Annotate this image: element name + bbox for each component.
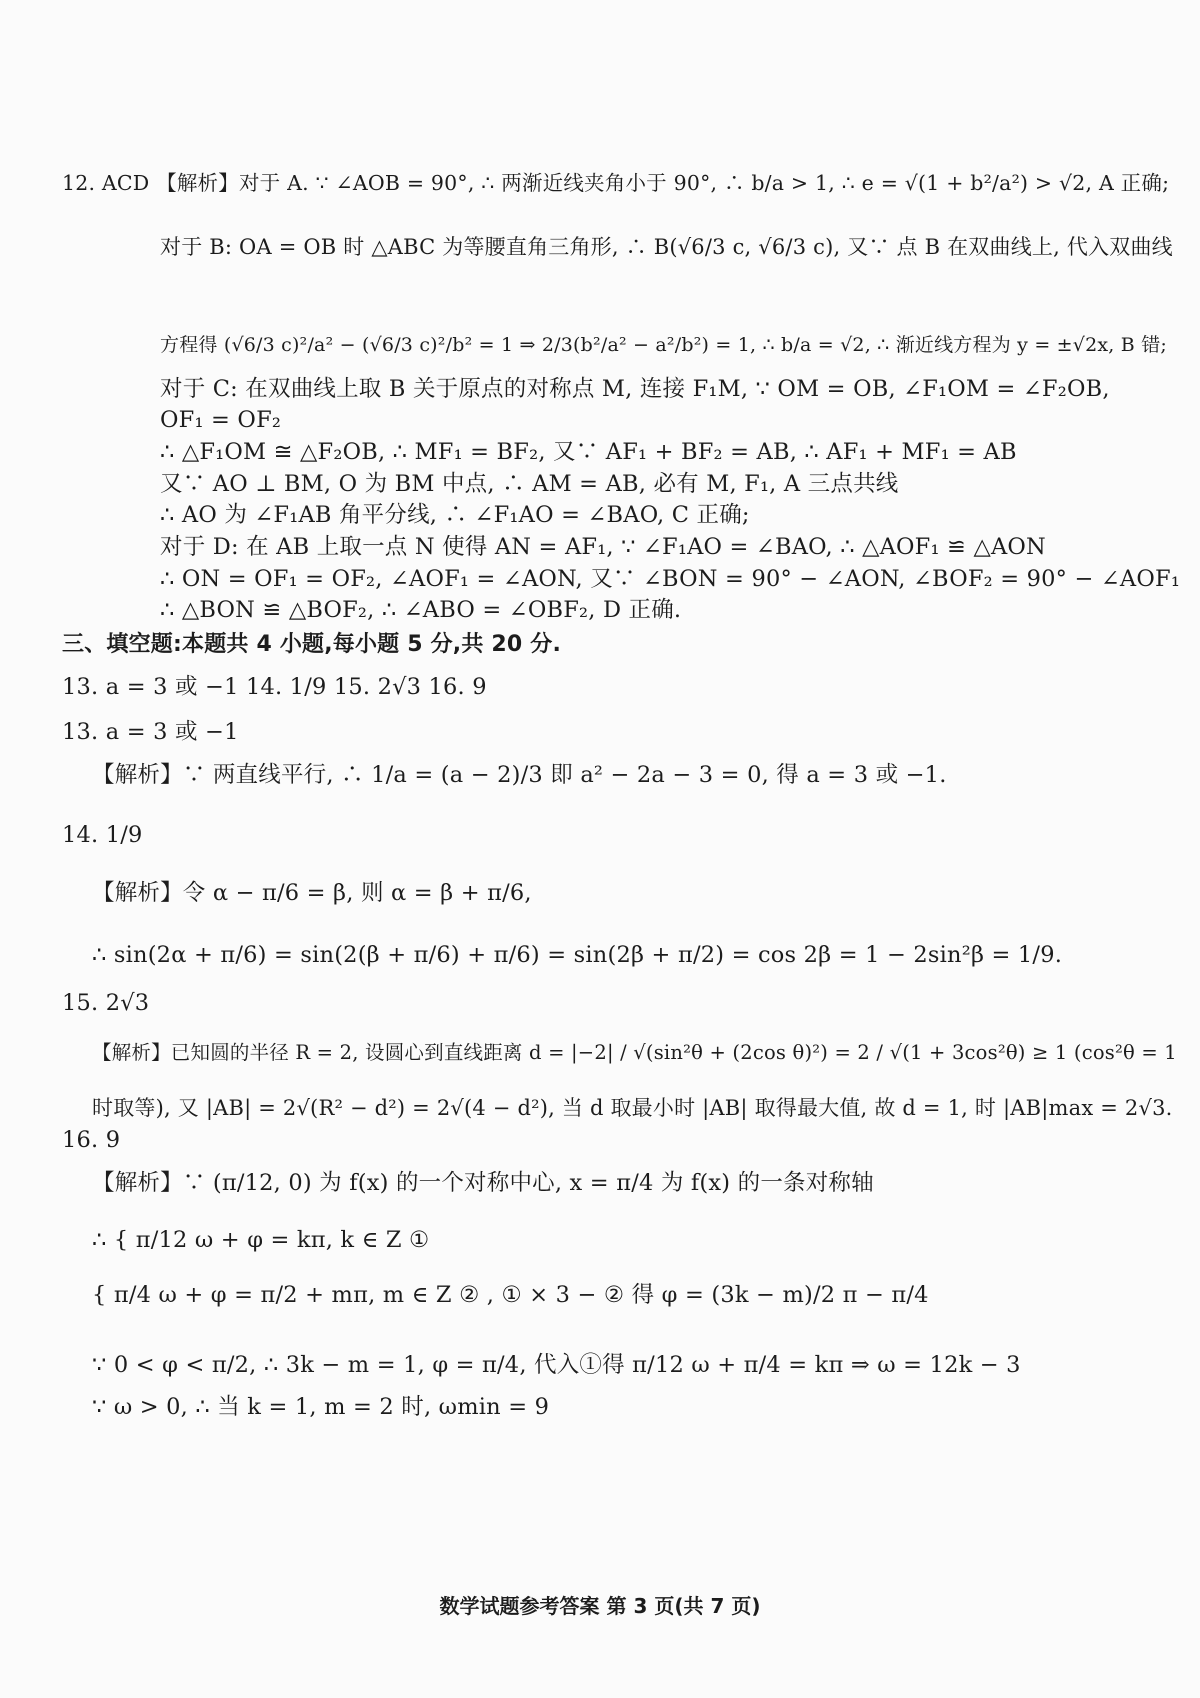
q12-line-6: ∴ △F₁OM ≅ △F₂OB, ∴ MF₁ = BF₂, 又∵ AF₁ + BF₂ = AB, ∴ AF₁ + MF₁ = AB bbox=[160, 439, 1017, 465]
q15-analysis-1: 【解析】已知圆的半径 R = 2, 设圆心到直线距离 d = |−2| / √(sin²θ + (2cos θ)²) = 2 / √(1 + 3cos²θ) ≥ 1 (cos²θ = 1 bbox=[92, 1041, 1177, 1064]
q16-header: 16. 9 bbox=[62, 1127, 121, 1153]
q14-analysis-1: 【解析】令 α − π/6 = β, 则 α = β + π/6, bbox=[92, 880, 532, 906]
page-footer: 数学试题参考答案 第 3 页(共 7 页) bbox=[439, 1594, 761, 1618]
answers-summary: 13. a = 3 或 −1 14. 1/9 15. 2√3 16. 9 bbox=[62, 674, 487, 700]
q14-header: 14. 1/9 bbox=[62, 822, 143, 848]
q16-analysis-1: 【解析】∵ (π/12, 0) 为 f(x) 的一个对称中心, x = π/4 为 f(x) 的一条对称轴 bbox=[92, 1170, 874, 1196]
q16-analysis-3: ∵ ω > 0, ∴ 当 k = 1, m = 2 时, ωmin = 9 bbox=[92, 1394, 550, 1420]
q12-line-3: 方程得 (√6/3 c)²/a² − (√6/3 c)²/b² = 1 ⇒ 2/3(b²/a² − a²/b²) = 1, ∴ b/a = √2, ∴ 渐近线方程为 y = ±√2x, B 错; bbox=[160, 334, 1167, 356]
q12-line-11: ∴ △BON ≌ △BOF₂, ∴ ∠ABO = ∠OBF₂, D 正确. bbox=[160, 597, 682, 623]
section-title: 三、填空题:本题共 4 小题,每小题 5 分,共 20 分. bbox=[62, 632, 562, 657]
q12-line-9: 对于 D: 在 AB 上取一点 N 使得 AN = AF₁, ∵ ∠F₁AO = ∠BAO, ∴ △AOF₁ ≌ △AON bbox=[160, 534, 1046, 560]
q12-line-2: 对于 B: OA = OB 时 △ABC 为等腰直角三角形, ∴ B(√6/3 c, √6/3 c), 又∵ 点 B 在双曲线上, 代入双曲线 bbox=[160, 235, 1173, 259]
q15-header: 15. 2√3 bbox=[62, 990, 150, 1016]
q12-line-10: ∴ ON = OF₁ = OF₂, ∠AOF₁ = ∠AON, 又∵ ∠BON = 90° − ∠AON, ∠BOF₂ = 90° − ∠AOF₁ bbox=[160, 566, 1181, 592]
q15-analysis-2: 时取等), 又 |AB| = 2√(R² − d²) = 2√(4 − d²), 当 d 取最小时 |AB| 取得最大值, 故 d = 1, 时 |AB|max = 2√3. bbox=[92, 1096, 1173, 1120]
q13-analysis: 【解析】∵ 两直线平行, ∴ 1/a = (a − 2)/3 即 a² − 2a − 3 = 0, 得 a = 3 或 −1. bbox=[92, 762, 947, 788]
q16-system-eq-1: ∴ { π/12 ω + φ = kπ, k ∈ Z ① bbox=[92, 1227, 430, 1253]
q13-header: 13. a = 3 或 −1 bbox=[62, 719, 239, 745]
q12-line-4: 对于 C: 在双曲线上取 B 关于原点的对称点 M, 连接 F₁M, ∵ OM = OB, ∠F₁OM = ∠F₂OB, bbox=[160, 376, 1110, 402]
q12-line-5: OF₁ = OF₂ bbox=[160, 407, 282, 433]
q16-system-eq-2: { π/4 ω + φ = π/2 + mπ, m ∈ Z ② , ① × 3 − ② 得 φ = (3k − m)/2 π − π/4 bbox=[92, 1282, 929, 1308]
q12-line-7: 又∵ AO ⊥ BM, O 为 BM 中点, ∴ AM = AB, 必有 M, F₁, A 三点共线 bbox=[160, 471, 899, 497]
q16-analysis-2: ∵ 0 < φ < π/2, ∴ 3k − m = 1, φ = π/4, 代入①得 π/12 ω + π/4 = kπ ⇒ ω = 12k − 3 bbox=[92, 1352, 1021, 1378]
q14-analysis-2: ∴ sin(2α + π/6) = sin(2(β + π/6) + π/6) = sin(2β + π/2) = cos 2β = 1 − 2sin²β = 1/9. bbox=[92, 942, 1063, 968]
q12-line-1: 12. ACD 【解析】对于 A. ∵ ∠AOB = 90°, ∴ 两渐近线夹角小于 90°, ∴ b/a > 1, ∴ e = √(1 + b²/a²) > √2, A 正确; bbox=[62, 171, 1170, 195]
q12-line-8: ∴ AO 为 ∠F₁AB 角平分线, ∴ ∠F₁AO = ∠BAO, C 正确; bbox=[160, 502, 750, 528]
